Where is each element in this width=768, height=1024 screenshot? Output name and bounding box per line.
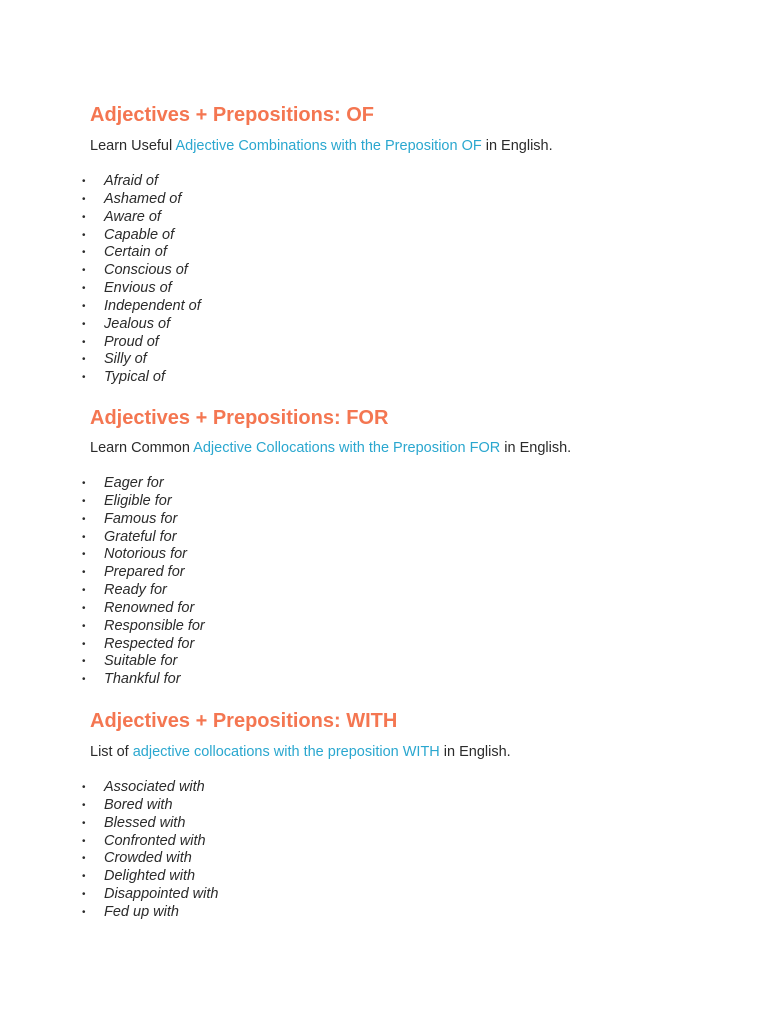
section-intro-for [90, 439, 571, 457]
section-heading-with: Adjectives + Prepositions: WITH [90, 710, 398, 732]
section-intro-with [90, 743, 511, 761]
intro-text-before: Learn Useful [90, 138, 176, 154]
bullet-icon: • [82, 372, 86, 384]
intro-text-after: in English. [439, 744, 511, 760]
bullet-icon: • [82, 211, 86, 223]
bullet-icon: • [82, 354, 86, 366]
bullet-icon: • [82, 782, 86, 793]
bullet-icon: • [82, 656, 86, 668]
bullet-icon: • [82, 799, 86, 811]
bullet-icon: • [82, 906, 86, 918]
intro-text-after: in English. [481, 138, 553, 154]
bullet-icon: • [82, 638, 86, 650]
bullet-icon: • [82, 300, 86, 312]
intro-link-with[interactable]: adjective collocations with the preposition WITH [132, 744, 440, 760]
intro-link-for[interactable]: Adjective Collocations with the Preposition FOR [193, 440, 501, 456]
bullet-icon: • [82, 513, 86, 525]
intro-link-of[interactable]: Adjective Combinations with the Preposition OF [175, 138, 482, 154]
document-page: Adjectives + Prepositions: OF Learn Useful Adjective Combinations with the Preposition OF in English. • Afraid of • Ashamed of • Aware of • Capable of • Certain of • Conscious of • Envious of • Independent of • Jealous of • Proud of • Silly of • Typical of Adjectives + Prepositions: FOR Learn Common Adjective Collocations with the Preposition FOR in English. • Eager for • Eligible for • Famous for • Grateful for • Notorious for • Prepared for • Ready for • Renowned for • Responsible for • Respected for • Suitable for • Thankful for Adjectives + Prepositions: WITH List of adjective collocations with the preposition WITH in English. • Associated with • Bored with • Blessed with • Confronted with • Crowded with • Delighted with • Disappointed with • Fed up with [82, 104, 572, 920]
section-heading-for: Adjectives + Prepositions: FOR [90, 407, 389, 429]
bullet-icon: • [82, 265, 86, 277]
bullet-icon: • [82, 283, 86, 295]
bullet-icon: • [82, 585, 86, 597]
bullet-icon: • [82, 478, 86, 489]
bullet-icon: • [82, 674, 86, 686]
bullet-icon: • [82, 229, 86, 241]
bullet-icon: • [82, 176, 86, 187]
bullet-icon: • [82, 835, 86, 847]
intro-text-after: in English. [500, 440, 572, 456]
bullet-icon: • [82, 193, 86, 205]
section-intro-of [90, 137, 553, 155]
intro-text-before: Learn Common [90, 440, 194, 456]
bullet-icon: • [82, 495, 86, 507]
intro-text-before: List of [90, 744, 133, 760]
section-heading-of: Adjectives + Prepositions: OF [90, 104, 374, 126]
bullet-icon: • [82, 531, 86, 543]
bullet-icon: • [82, 871, 86, 883]
bullet-icon: • [82, 549, 86, 561]
bullet-icon: • [82, 817, 86, 829]
bullet-icon: • [82, 889, 86, 901]
bullet-icon: • [82, 336, 86, 348]
bullet-icon: • [82, 567, 86, 579]
bullet-icon: • [82, 318, 86, 330]
bullet-icon: • [82, 853, 86, 865]
bullet-icon: • [82, 620, 86, 632]
bullet-icon: • [82, 247, 86, 259]
bullet-icon: • [82, 602, 86, 614]
